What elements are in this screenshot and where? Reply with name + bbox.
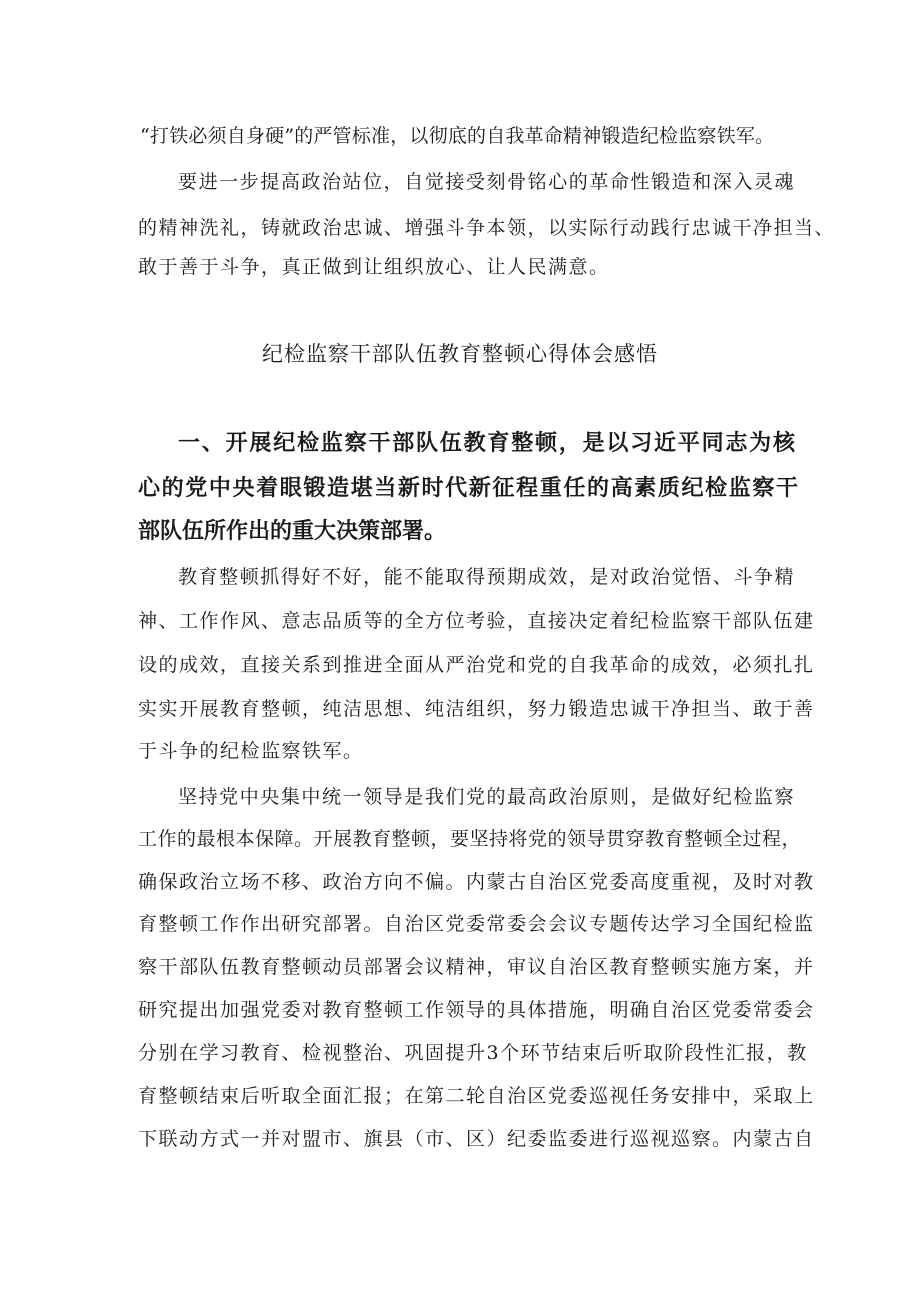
section-heading-line-1: 一、开展纪检监察干部队伍教育整顿，是以习近平同志为核	[178, 431, 795, 456]
para1-line-3: 设的成效，直接关系到推进全面从严治党和党的自我革命的成效，必须扎扎	[138, 654, 815, 676]
para1-line-5: 于斗争的纪检监察铁军。	[138, 740, 364, 762]
intro-line-2: 要进一步提高政治站位，自觉接受刻骨铭心的革命性锻造和深入灵魂	[178, 171, 795, 193]
para2-line-5: 察干部队伍教育整顿动员部署会议精神，审议自治区教育整顿实施方案，并	[138, 956, 815, 978]
para1-line-4: 实实开展教育整顿，纯洁思想、纯洁组织，努力锻造忠诚干净担当、敢于善	[138, 698, 815, 720]
intro-line-1: “打铁必须自身硬”的严管标准，以彻底的自我革命精神锻造纪检监察铁军。	[140, 125, 775, 147]
para2-line-2: 工作的最根本保障。开展教育整顿，要坚持将党的领导贯穿教育整顿全过程，	[138, 828, 802, 850]
intro-line-3: 的精神洗礼，铸就政治忠诚、增强斗争本领，以实际行动践行忠诚干净担当、	[138, 217, 836, 239]
section-heading-line-2: 心的党中央着眼锻造堪当新时代新征程重任的高素质纪检监察干	[138, 476, 798, 501]
section-heading-line-3: 部队伍所作出的重大决策部署。	[138, 519, 447, 544]
document-title: 纪检监察干部队伍教育整顿心得体会感悟	[262, 342, 658, 366]
para2-line-1: 坚持党中央集中统一领导是我们党的最高政治原则，是做好纪检监察	[178, 786, 795, 808]
para1-line-1: 教育整顿抓得好不好，能不能取得预期成效，是对政治觉悟、斗争精	[178, 566, 795, 588]
para2-line-8: 育整顿结束后听取全面汇报；在第二轮自治区党委巡视任务安排中，采取上	[138, 1085, 815, 1107]
para2-line-7: 分别在学习教育、检视整治、巩固提升3个环节结束后听取阶段性汇报，教	[138, 1042, 808, 1064]
para2-line-3: 确保政治立场不移、政治方向不偏。内蒙古自治区党委高度重视，及时对教	[138, 871, 815, 893]
para2-line-4: 育整顿工作作出研究部署。自治区党委常委会会议专题传达学习全国纪检监	[138, 913, 815, 935]
intro-line-4: 敢于善于斗争，真正做到让组织放心、让人民满意。	[138, 256, 610, 278]
para2-line-6: 研究提出加强党委对教育整顿工作领导的具体措施，明确自治区党委常委会	[138, 999, 815, 1021]
para2-line-9: 下联动方式一并对盟市、旗县（市、区）纪委监委进行巡视巡察。内蒙古自	[138, 1128, 815, 1150]
para1-line-2: 神、工作作风、意志品质等的全方位考验，直接决定着纪检监察干部队伍建	[138, 610, 815, 632]
